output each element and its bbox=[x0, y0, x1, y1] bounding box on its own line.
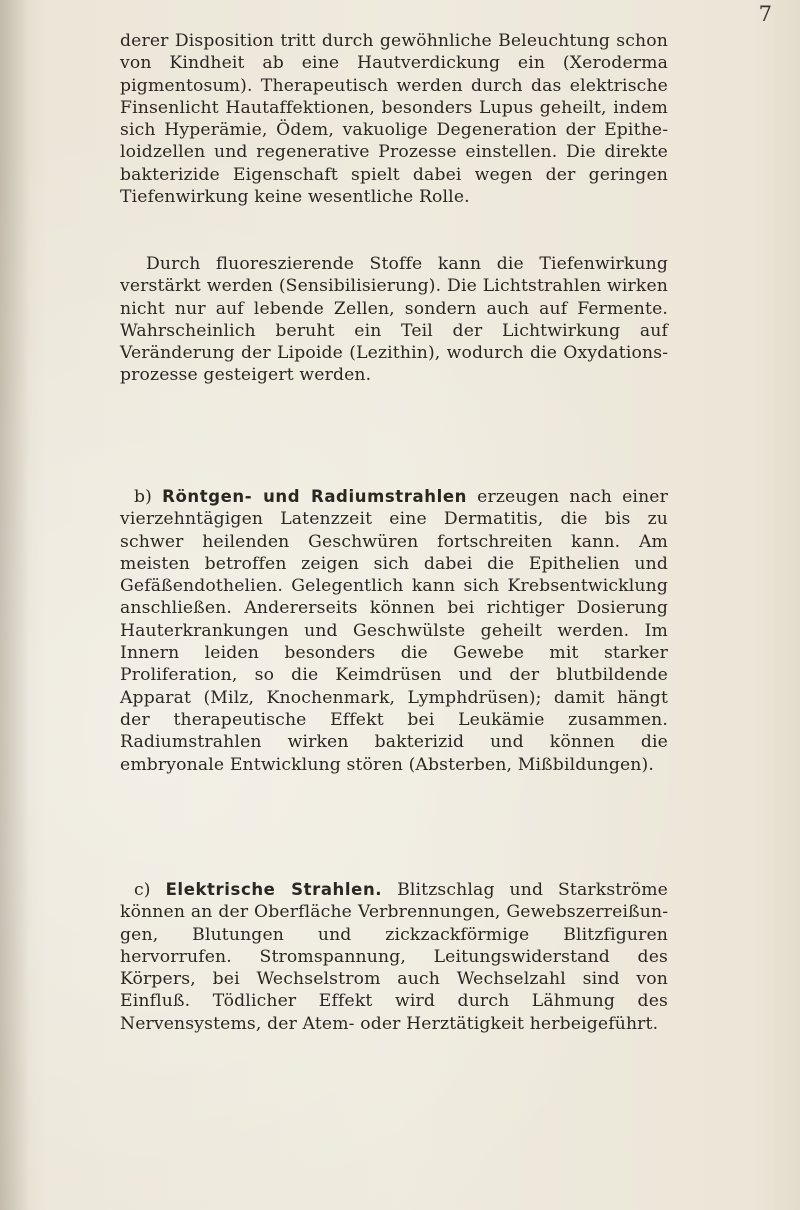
section-heading: Röntgen- und Radiumstrahlen bbox=[162, 487, 467, 506]
section-text: Blitzschlag und Starkströme können an der Oberfläche Verbrennungen, Gewebszerreißungen, Blutungen und zickzackförmige Blitzfiguren hervorrufen. Stromspannung, Leitungswiderstand des Körpers, bei Wechselstrom auch Wechselzahl sind von Einfluß. Tödlicher Effekt wird durch Lähmung des Nervensystems, der Atem- oder Herztätigkeit herbeigeführt. bbox=[120, 880, 668, 1034]
paragraph-light-therapy: derer Disposition tritt durch gewöhnliche Beleuchtung schon von Kindheit ab eine Hautverdickung ein (Xeroderma pigmentosum). Therapeutisch werden durch das elektrische Finsenlicht Hautaffektionen, besonders Lupus geheilt, indem sich Hyperämie, Ödem, vakuolige Degeneration der Epitheloidzellen und regenerative Prozesse einstellen. Die direkte bakterizide Eigenschaft spielt dabei wegen der geringen Tiefenwirkung keine wesentliche Rolle. bbox=[120, 31, 668, 208]
section-heading: Elektrische Strahlen. bbox=[165, 880, 383, 899]
page-number: 7 bbox=[758, 2, 772, 26]
section-marker: b) bbox=[134, 487, 153, 507]
section-electric-rays bbox=[120, 879, 668, 1035]
section-roentgen-radium bbox=[120, 486, 668, 776]
section-marker: c) bbox=[134, 880, 151, 900]
section-text: erzeugen nach einer vierzehntägigen Latenzzeit eine Dermatitis, die bis zu schwer heilenden Geschwüren fortschreiten kann. Am meisten betroffen zeigen sich dabei die Epithelien und Gefäßendothelien. Gelegentlich kann sich Krebsentwicklung anschließen. Andererseits können bei richtiger Dosierung Hauterkrankungen und Geschwülste geheilt werden. Im Innern leiden besonders die Gewebe mit starker Proliferation, so die Keimdrüsen und der blutbildende Apparat (Milz, Knochenmark, Lymphdrüsen); damit hängt der therapeutische Effekt bei Leukämie zusammen. Radiumstrahlen wirken bakterizid und können die embryonale Entwicklung stören (Absterben, Mißbildungen). bbox=[120, 487, 668, 775]
binding-shadow bbox=[0, 0, 30, 1210]
paragraph-sensitization: Durch fluoreszierende Stoffe kann die Tiefenwirkung verstärkt werden (Sensibilisierung). Die Lichtstrahlen wirken nicht nur auf lebende Zellen, sondern auch auf Fermente. Wahrscheinlich beruht ein Teil der Lichtwirkung auf Veränderung der Lipoide (Lezithin), wodurch die Oxydationsprozesse gesteigert werden. bbox=[120, 254, 668, 386]
